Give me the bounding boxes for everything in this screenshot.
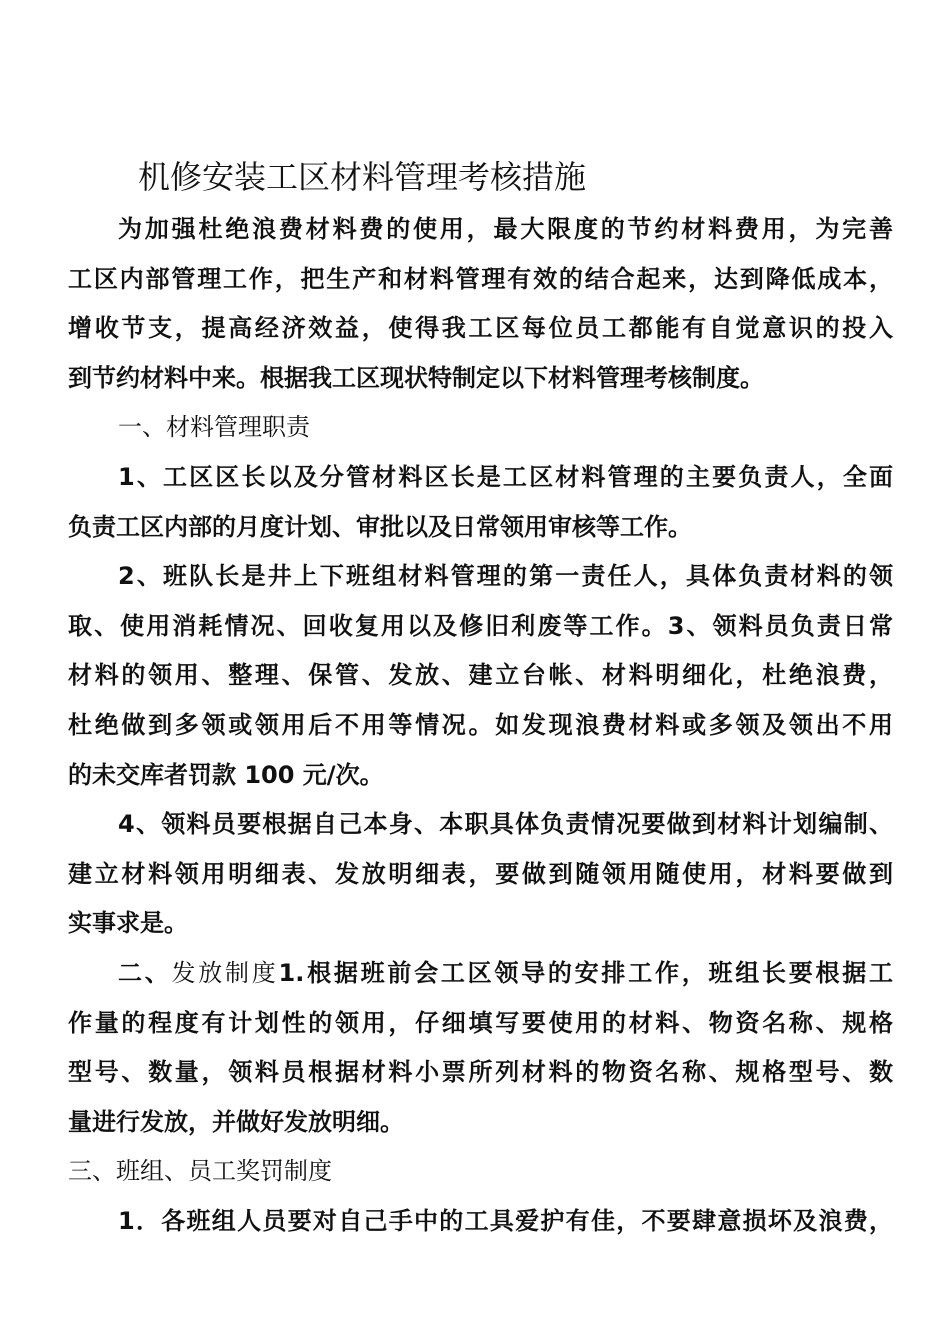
document-body <box>68 205 893 1246</box>
intro-line-3: 增收节支，提高经济效益，使得我工区每位员工都能有自觉意识的投入 <box>68 314 893 343</box>
section-3-heading: 三、班组、员工奖罚制度 <box>68 1157 332 1186</box>
section-1-item-2-line-5: 的未交库者罚款 100 元/次。 <box>68 760 384 789</box>
section-1-item-4-line-2: 建立材料领用明细表、发放明细表，要做到随领用随使用，材料要做到 <box>68 859 893 888</box>
section-2-line-4: 量进行发放，并做好发放明细。 <box>68 1107 404 1136</box>
section-1-item-4-line-1: 4、领料员要根据自己本身、本职具体负责情况要做到材料计划编制、 <box>118 810 893 839</box>
section-2-line-3: 型号、数量，领料员根据材料小票所列材料的物资名称、规格型号、数 <box>68 1058 893 1087</box>
section-1-item-2-line-1: 2、班队长是井上下班组材料管理的第一责任人，具体负责材料的领 <box>118 562 893 591</box>
section-2-heading: 发放制度 <box>171 958 279 987</box>
section-2-prefix: 二、 <box>118 958 172 987</box>
document-title: 机修安装工区材料管理考核措施 <box>138 158 587 196</box>
intro-line-2: 工区内部管理工作，把生产和材料管理有效的结合起来，达到降低成本， <box>68 264 893 293</box>
section-2-line-1-rest: 1.根据班前会工区领导的安排工作，班组长要根据工 <box>278 958 893 987</box>
section-1-item-2-line-4: 杜绝做到多领或领用后不用等情况。如发现浪费材料或多领及领出不用 <box>68 710 893 739</box>
section-2-line-2: 作量的程度有计划性的领用，仔细填写要使用的材料、物资名称、规格 <box>68 1008 893 1037</box>
intro-line-4: 到节约材料中来。根据我工区现状特制定以下材料管理考核制度。 <box>68 363 764 392</box>
section-2-line-1 <box>68 949 893 999</box>
section-1-item-4-line-3: 实事求是。 <box>68 909 188 938</box>
section-1-item-2-line-2: 取、使用消耗情况、回收复用以及修旧利废等工作。3、领料员负责日常 <box>68 611 893 640</box>
section-3-item-1-line-1: 1．各班组人员要对自己手中的工具爱护有佳，不要肆意损坏及浪费， <box>118 1206 893 1235</box>
intro-line-1: 为加强杜绝浪费材料费的使用，最大限度的节约材料费用，为完善 <box>118 215 893 243</box>
section-1-item-1-line-2: 负责工区内部的月度计划、审批以及日常领用审核等工作。 <box>68 512 692 541</box>
section-1-item-2-line-3: 材料的领用、整理、保管、发放、建立台帐、材料明细化，杜绝浪费， <box>68 661 893 690</box>
section-1-heading: 一、材料管理职责 <box>118 413 310 442</box>
section-1-item-1-line-1: 1、工区区长以及分管材料区长是工区材料管理的主要负责人，全面 <box>118 462 893 491</box>
